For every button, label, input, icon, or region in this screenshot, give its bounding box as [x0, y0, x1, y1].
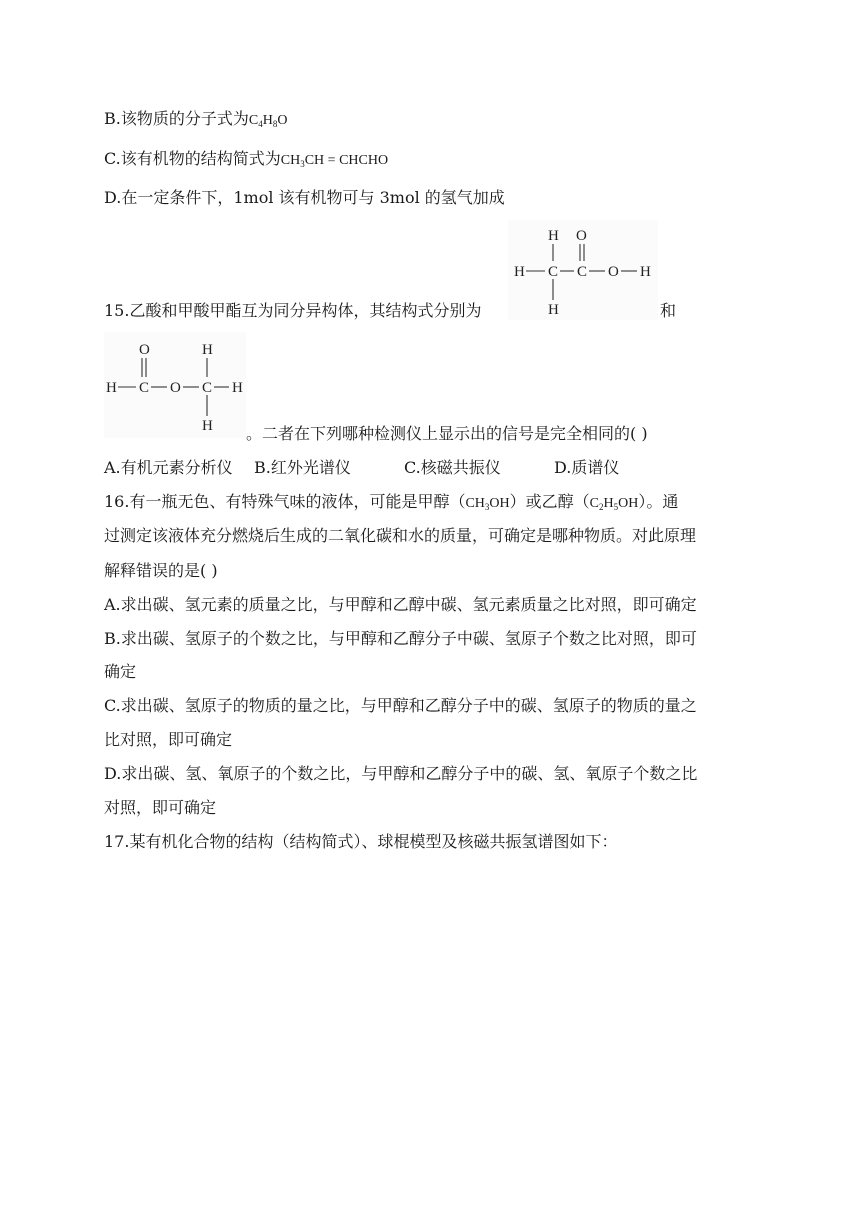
svg-text:H: H	[514, 264, 525, 280]
q16-option-d-line2: 对照，即可确定	[104, 798, 217, 817]
q16-option-b-line1: B.求出碳、氢原子的个数之比，与甲醇和乙醇分子中碳、氢原子个数之比对照，即可	[104, 629, 697, 648]
acetic-acid-structure	[508, 220, 658, 320]
option-d-q14: D.在一定条件下，1mol 该有机物可与 3mol 的氢气加成	[104, 188, 505, 207]
svg-text:O: O	[608, 264, 619, 280]
svg-text:C: C	[202, 380, 213, 396]
methyl-formate-structure	[104, 332, 246, 438]
svg-text:H: H	[548, 302, 559, 318]
svg-text:H: H	[548, 228, 559, 244]
option-c-q14: C.该有机物的结构简式为$CH_3CH$ = CHCHO	[104, 149, 389, 169]
svg-text:H: H	[232, 380, 243, 396]
svg-text:C: C	[139, 380, 150, 396]
formula-crotonaldehyde: $CH_3CH$ = CHCHO	[280, 153, 389, 169]
formula-methanol: $CH_3OH$	[465, 496, 510, 512]
q16-option-d-line1: D.求出碳、氢、氧原子的个数之比，与甲醇和乙醇分子中的碳、氢、氧原子个数之比	[104, 764, 698, 783]
q16-line2: 过测定该液体充分燃烧后生成的二氧化碳和水的质量，可确定是哪种物质。对此原理	[104, 526, 697, 545]
svg-text:H: H	[202, 418, 213, 434]
svg-text:C: C	[577, 264, 588, 280]
q16-option-c-line1: C.求出碳、氢原子的物质的量之比，与甲醇和乙醇分子中的碳、氢原子的物质的量之	[104, 696, 697, 715]
q16-option-c-line2: 比对照，即可确定	[104, 730, 233, 749]
formula-ethanol: $C_2H_5OH$	[589, 496, 639, 512]
q16-line1: 16.有一瓶无色、有特殊气味的液体，可能是甲醇$(CH_3OH)$或乙醇$(C_2H_5OH)$。通	[104, 492, 679, 512]
q16-option-b-line2: 确定	[104, 662, 137, 681]
svg-text:H: H	[106, 380, 117, 396]
formula-c4h8o: $C_4H_8O$	[248, 113, 288, 129]
q15-option-a: A.有机元素分析仪	[104, 458, 233, 477]
svg-text:C: C	[548, 264, 559, 280]
q17-text: 17.某有机化合物的结构（结构简式）、球棍模型及核磁共振氢谱图如下：	[104, 832, 618, 851]
svg-text:H: H	[202, 342, 213, 358]
q16-option-a: A.求出碳、氢元素的质量之比，与甲醇和乙醇中碳、氢元素质量之比对照，即可确定	[104, 595, 697, 614]
q15-question: 。二者在下列哪种检测仪上显示出的信号是完全相同的( )	[246, 424, 648, 443]
svg-text:O: O	[170, 380, 181, 396]
svg-text:O: O	[139, 342, 150, 358]
option-b-q14: B.该物质的分子式为$C_4H_8O$	[104, 109, 288, 129]
q15-intro: 15.乙酸和甲酸甲酯互为同分异构体，其结构式分别为	[104, 301, 482, 320]
q15-option-c: C.核磁共振仪	[404, 458, 501, 477]
svg-text:O: O	[576, 228, 587, 244]
q15-option-d: D.质谱仪	[554, 458, 620, 477]
q16-line3: 解释错误的是( )	[104, 561, 218, 580]
q15-option-b: B.红外光谱仪	[254, 458, 351, 477]
q15-and: 和	[660, 301, 677, 320]
svg-text:H: H	[640, 264, 651, 280]
